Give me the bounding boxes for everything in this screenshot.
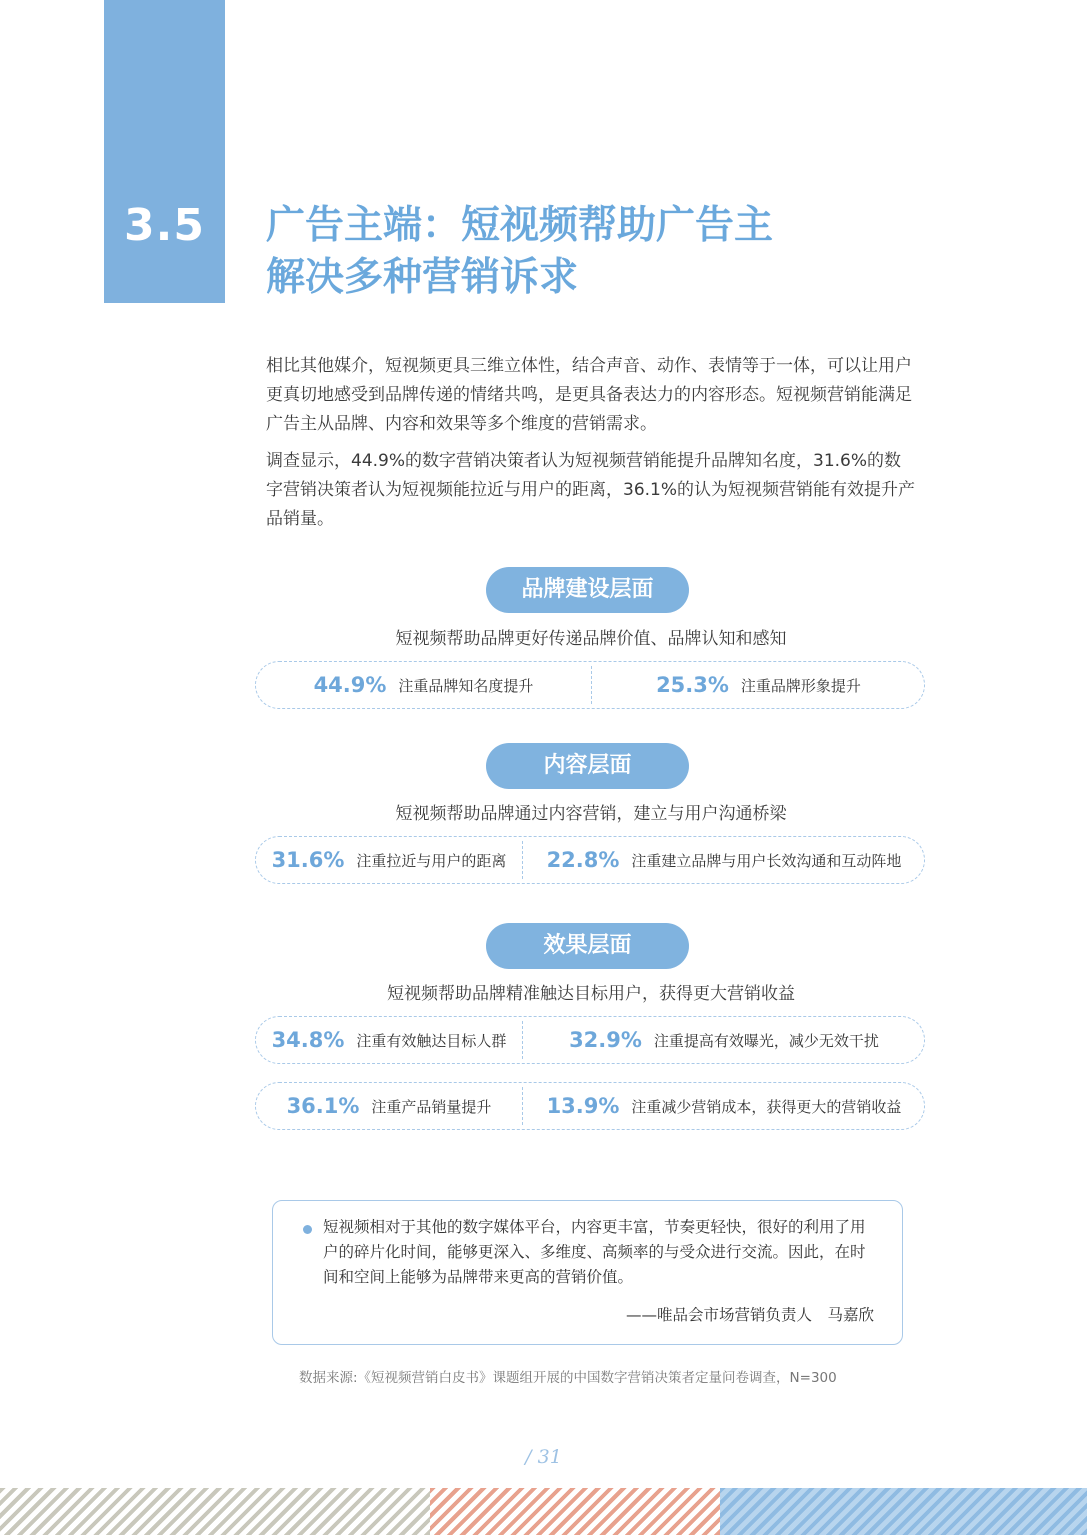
stat-item: [522, 1017, 926, 1063]
quote-text: 短视频相对于其他的数字媒体平台，内容更丰富，节奏更轻快，很好的利用了用户的碎片化时间，能够更深入、多维度、高频率的与受众进行交流。因此，在时间和空间上能够为品牌带来更高的营销价值。: [323, 1218, 866, 1286]
group-description-content: 短视频帮助品牌通过内容营销，建立与用户沟通桥梁: [395, 804, 787, 824]
stripe-gray: [0, 1488, 430, 1535]
stat-item: [256, 1017, 522, 1063]
group-heading-content: 内容层面: [486, 743, 689, 789]
group-description-brand: 短视频帮助品牌更好传递品牌价值、品牌认知和感知: [395, 629, 787, 649]
quote-box: [272, 1200, 903, 1345]
stat-label: 注重品牌知名度提升: [398, 676, 534, 695]
group-description-effect: 短视频帮助品牌精准触达目标用户，获得更大营销收益: [387, 984, 795, 1004]
section-number-block: [104, 0, 225, 303]
section-title-line-1: 广告主端：短视频帮助广告主: [266, 203, 774, 248]
stat-percentage: 32.9%: [569, 1028, 642, 1052]
stripe-blue: [720, 1488, 1087, 1535]
intro-paragraph: 调查显示，44.9%的数字营销决策者认为短视频营销能提升品牌知名度，31.6%的数字营销决策者认为短视频能拉近与用户的距离，36.1%的认为短视频营销能有效提升产品销量。: [266, 451, 916, 529]
section-title-line-2: 解决多种营销诉求: [266, 255, 579, 300]
stat-label: 注重减少营销成本，获得更大的营销收益: [631, 1097, 902, 1116]
group-heading-brand: 品牌建设层面: [486, 567, 689, 613]
stat-row: [255, 661, 925, 709]
intro-paragraph: 相比其他媒介，短视频更具三维立体性，结合声音、动作、表情等于一体，可以让用户更真切地感受到品牌传递的情绪共鸣，是更具备表达力的内容形态。短视频营销能满足广告主从品牌、内容和效果等多个维度的营销需求。: [266, 356, 912, 434]
stat-row: [255, 1082, 925, 1130]
stat-percentage: 25.3%: [656, 673, 729, 697]
stripe-salmon: [430, 1488, 720, 1535]
stat-item: [256, 662, 591, 708]
stat-percentage: 22.8%: [546, 848, 620, 872]
stat-row: [255, 1016, 925, 1064]
stat-label: 注重提高有效曝光，减少无效干扰: [653, 1031, 879, 1050]
stat-row: [255, 836, 925, 884]
stat-label: 注重产品销量提升: [371, 1097, 492, 1116]
group-heading-effect: 效果层面: [486, 923, 689, 969]
quote-author: ——唯品会市场营销负责人 马嘉欣: [625, 1306, 874, 1324]
stat-item: [522, 837, 926, 883]
stat-label: 注重品牌形象提升: [740, 676, 861, 695]
stat-percentage: 34.8%: [271, 1028, 345, 1052]
section-number: 3.5: [124, 200, 205, 251]
page-number-value: 31: [537, 1446, 562, 1468]
stat-item: [591, 662, 926, 708]
page-number: [0, 1446, 1087, 1468]
stat-item: [256, 1083, 522, 1129]
stat-label: 注重有效触达目标人群: [356, 1031, 507, 1050]
stat-percentage: 36.1%: [286, 1094, 360, 1118]
section-title: [266, 200, 773, 304]
stat-percentage: 13.9%: [546, 1094, 620, 1118]
intro-text: [266, 352, 916, 542]
slash-glyph: /: [525, 1446, 538, 1468]
stat-item: [256, 837, 522, 883]
decorative-stripes: [0, 1488, 1087, 1535]
stat-percentage: 44.9%: [313, 673, 387, 697]
stat-label: 注重拉近与用户的距离: [356, 851, 507, 870]
stat-percentage: 31.6%: [271, 848, 345, 872]
data-source-note: 数据来源:《短视频营销白皮书》课题组开展的中国数字营销决策者定量问卷调查，N=300: [299, 1370, 837, 1386]
stat-item: [522, 1083, 926, 1129]
bullet-dot-icon: [303, 1225, 312, 1234]
stat-label: 注重建立品牌与用户长效沟通和互动阵地: [631, 851, 902, 870]
